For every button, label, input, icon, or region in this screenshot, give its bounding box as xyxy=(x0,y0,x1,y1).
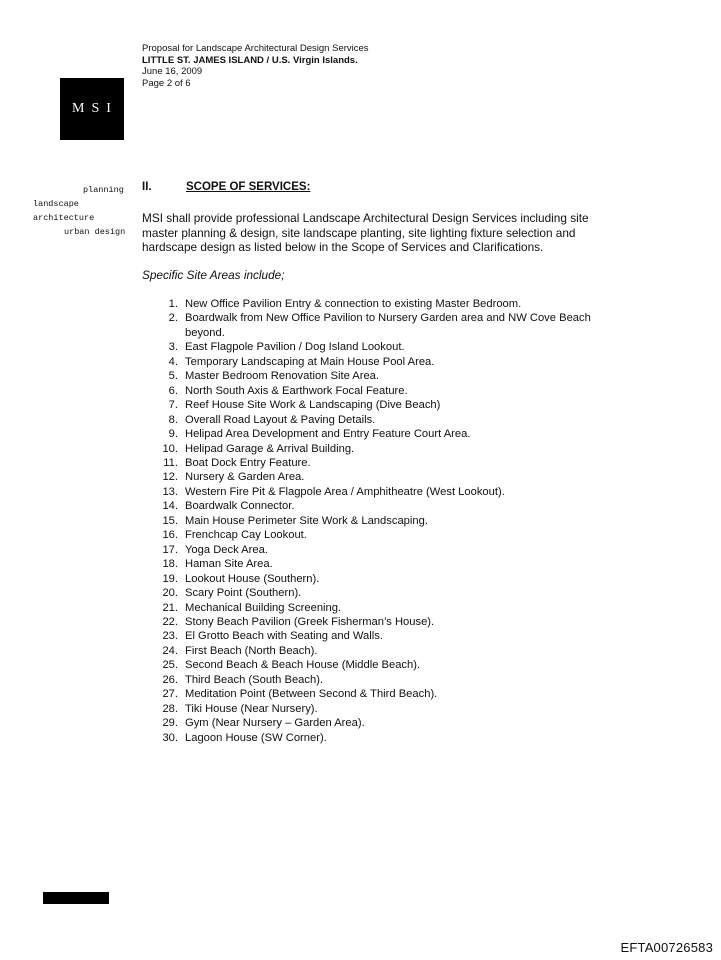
list-item xyxy=(142,629,632,643)
list-item xyxy=(142,586,632,600)
redaction-bar xyxy=(43,892,109,904)
list-item xyxy=(142,369,632,383)
list-item-text: New Office Pavilion Entry & connection to existing Master Bedroom. xyxy=(185,298,522,310)
list-item-number: 9. xyxy=(168,428,178,441)
list-item-number: 12. xyxy=(162,471,178,484)
list-item-text: Temporary Landscaping at Main House Pool Area. xyxy=(185,355,435,368)
list-item-text: Main House Perimeter Site Work & Landscaping. xyxy=(185,514,428,527)
list-item-number: 27. xyxy=(162,688,178,701)
list-item-number: 25. xyxy=(162,659,178,672)
list-item-text: First Beach (North Beach). xyxy=(185,644,318,657)
list-item-text: Reef House Site Work & Landscaping (Dive Beach) xyxy=(185,399,441,412)
list-item xyxy=(142,658,632,672)
list-item xyxy=(142,615,632,629)
list-item xyxy=(142,485,632,499)
list-item xyxy=(142,384,632,398)
list-item xyxy=(142,355,632,369)
tagline-urban-design: urban design xyxy=(64,227,126,237)
list-item-number: 5. xyxy=(168,370,178,383)
list-item-number: 4. xyxy=(168,355,178,368)
list-item-number: 26. xyxy=(162,673,178,686)
list-item-number: 8. xyxy=(168,413,178,426)
list-item-text: Third Beach (South Beach). xyxy=(185,673,324,686)
header-page-number: Page 2 of 6 xyxy=(142,77,191,89)
document-header xyxy=(142,43,369,89)
list-item xyxy=(142,702,632,716)
list-item-number: 14. xyxy=(162,500,178,513)
list-item xyxy=(142,398,632,412)
list-item-text: Lookout House (Southern). xyxy=(185,572,320,585)
list-item xyxy=(142,673,632,687)
list-item xyxy=(142,427,632,441)
list-item-text: Master Bedroom Renovation Site Area. xyxy=(185,370,380,383)
list-item xyxy=(142,413,632,427)
section-heading xyxy=(142,181,310,193)
logo-text: MSI xyxy=(72,101,118,116)
list-item-text: Yoga Deck Area. xyxy=(185,543,268,556)
list-item xyxy=(142,687,632,701)
list-item-text: Overall Road Layout & Paving Details. xyxy=(185,413,376,426)
list-item-text: Frenchcap Cay Lookout. xyxy=(185,529,307,542)
section-title: SCOPE OF SERVICES: xyxy=(186,181,311,193)
list-item-text: East Flagpole Pavilion / Dog Island Lookout. xyxy=(185,341,405,354)
list-item-number: 29. xyxy=(162,717,178,730)
list-item xyxy=(142,340,632,354)
list-item-number: 15. xyxy=(162,514,178,527)
list-item-number: 10. xyxy=(162,442,178,455)
list-item-text: Stony Beach Pavilion (Greek Fisherman’s House). xyxy=(185,615,435,628)
list-item xyxy=(142,311,632,340)
list-item-number: 6. xyxy=(168,384,178,397)
list-item-number: 3. xyxy=(168,341,178,354)
list-item-text: Boardwalk Connector. xyxy=(185,500,295,513)
list-item-text: Boardwalk from New Office Pavilion to Nursery Garden area and NW Cove Beach beyond. xyxy=(185,312,591,339)
list-item-text: Boat Dock Entry Feature. xyxy=(185,456,311,469)
list-item xyxy=(142,442,632,456)
list-item-number: 13. xyxy=(162,485,178,498)
list-item-text: Meditation Point (Between Second & Third Beach). xyxy=(185,688,438,701)
list-item xyxy=(142,456,632,470)
list-item xyxy=(142,470,632,484)
list-item-text: Gym (Near Nursery – Garden Area). xyxy=(185,717,365,730)
list-item-number: 23. xyxy=(162,630,178,643)
list-item-text: Helipad Garage & Arrival Building. xyxy=(185,442,355,455)
list-item-text: Scary Point (Southern). xyxy=(185,587,302,600)
bates-number: EFTA00726583 xyxy=(620,940,713,955)
list-item-text: Helipad Area Development and Entry Feature Court Area. xyxy=(185,428,471,441)
list-item-text: El Grotto Beach with Seating and Walls. xyxy=(185,630,383,643)
list-item-text: Tiki House (Near Nursery). xyxy=(185,702,318,715)
list-item-number: 19. xyxy=(162,572,178,585)
list-item-number: 30. xyxy=(162,731,178,744)
list-item-text: North South Axis & Earthwork Focal Feature. xyxy=(185,384,408,397)
section-intro-paragraph: MSI shall provide professional Landscape Architectural Design Services including site master planning & design, site landscape planting, site lighting fixture selection and hardscape design as listed below in the Scope of Services and Clarifications. xyxy=(142,211,589,254)
list-item-number: 16. xyxy=(162,529,178,542)
list-item xyxy=(142,499,632,513)
list-item-text: Second Beach & Beach House (Middle Beach). xyxy=(185,659,421,672)
list-item-text: Lagoon House (SW Corner). xyxy=(185,731,327,744)
list-item-number: 1. xyxy=(168,298,178,310)
tagline-planning: planning xyxy=(83,185,124,195)
list-item xyxy=(142,644,632,658)
list-item-number: 17. xyxy=(162,543,178,556)
header-proposal-title: Proposal for Landscape Architectural Design Services xyxy=(142,43,369,54)
list-item-number: 18. xyxy=(162,558,178,571)
list-item xyxy=(142,557,632,571)
tagline-architecture: architecture xyxy=(33,213,95,223)
list-item xyxy=(142,297,632,311)
section-number: II. xyxy=(142,181,152,193)
header-date: June 16, 2009 xyxy=(142,66,203,77)
list-item xyxy=(142,731,632,745)
list-item-number: 7. xyxy=(168,399,178,412)
list-item-text: Nursery & Garden Area. xyxy=(185,471,305,484)
list-item-number: 11. xyxy=(163,456,178,469)
header-project-name: LITTLE ST. JAMES ISLAND / U.S. Virgin Islands. xyxy=(142,54,358,66)
list-item-number: 21. xyxy=(162,601,178,614)
site-areas-list xyxy=(142,297,632,745)
list-item-number: 24. xyxy=(162,644,178,657)
list-item-text: Haman Site Area. xyxy=(185,558,273,571)
list-item xyxy=(142,572,632,586)
list-item xyxy=(142,543,632,557)
msi-logo xyxy=(60,78,124,140)
list-item-number: 2. xyxy=(168,312,178,325)
site-areas-subheading: Specific Site Areas include; xyxy=(142,268,285,282)
list-item-number: 28. xyxy=(162,702,178,715)
list-item xyxy=(142,716,632,730)
list-item-text: Mechanical Building Screening. xyxy=(185,601,342,614)
list-item-text: Western Fire Pit & Flagpole Area / Amphitheatre (West Lookout). xyxy=(185,485,505,498)
list-item xyxy=(142,528,632,542)
list-item xyxy=(142,514,632,528)
list-item-number: 20. xyxy=(162,587,178,600)
list-item-number: 22. xyxy=(162,615,178,628)
list-item xyxy=(142,601,632,615)
tagline-landscape: landscape xyxy=(33,199,79,209)
